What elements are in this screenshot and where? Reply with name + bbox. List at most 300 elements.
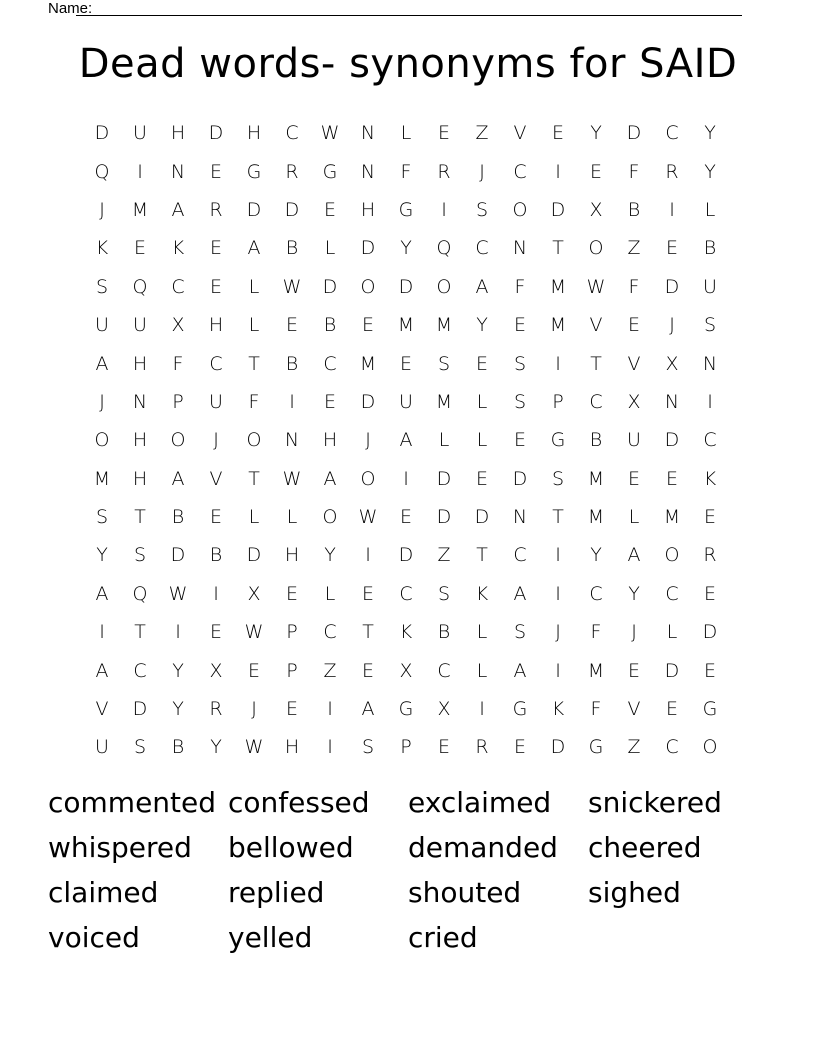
grid-letter[interactable]: L xyxy=(704,198,716,221)
grid-letter[interactable]: F xyxy=(628,275,640,298)
grid-letter[interactable]: H xyxy=(132,352,148,375)
grid-letter[interactable]: B xyxy=(209,544,223,567)
grid-letter[interactable]: J xyxy=(631,621,637,644)
grid-letter[interactable]: U xyxy=(209,390,223,413)
grid-letter[interactable]: S xyxy=(437,352,451,375)
grid-letter[interactable]: H xyxy=(208,314,224,337)
grid-letter[interactable]: L xyxy=(248,314,260,337)
grid-letter[interactable]: W xyxy=(320,122,340,145)
grid-letter[interactable]: N xyxy=(360,122,376,145)
grid-letter[interactable]: B xyxy=(703,237,717,260)
grid-letter[interactable]: X xyxy=(209,659,223,682)
grid-letter[interactable]: E xyxy=(703,506,716,529)
grid-letter[interactable]: H xyxy=(360,198,376,221)
grid-letter[interactable]: U xyxy=(703,275,717,298)
grid-letter[interactable]: M xyxy=(549,314,567,337)
grid-letter[interactable]: W xyxy=(244,736,264,759)
grid-letter[interactable]: L xyxy=(476,621,488,644)
grid-letter[interactable]: I xyxy=(479,698,485,721)
grid-letter[interactable]: G xyxy=(702,698,718,721)
grid-letter[interactable]: E xyxy=(475,467,488,490)
grid-letter[interactable]: I xyxy=(555,582,561,605)
grid-letter[interactable]: E xyxy=(513,429,526,452)
grid-letter[interactable]: M xyxy=(587,467,605,490)
grid-letter[interactable]: E xyxy=(437,122,450,145)
grid-letter[interactable]: H xyxy=(132,467,148,490)
grid-letter[interactable]: G xyxy=(588,736,604,759)
grid-letter[interactable]: R xyxy=(437,160,451,183)
grid-row xyxy=(83,383,729,421)
grid-letter[interactable]: B xyxy=(285,237,299,260)
grid-letter[interactable]: D xyxy=(322,275,338,298)
grid-letter[interactable]: P xyxy=(286,659,298,682)
grid-letter[interactable]: U xyxy=(627,429,641,452)
word-bank-item: cried xyxy=(408,921,478,954)
grid-letter[interactable]: H xyxy=(284,544,300,567)
word-bank xyxy=(48,784,788,956)
grid-letter[interactable]: Z xyxy=(627,736,641,759)
grid-letter[interactable]: C xyxy=(133,659,147,682)
grid-letter[interactable]: B xyxy=(437,621,451,644)
grid-letter[interactable]: C xyxy=(171,275,185,298)
grid-letter[interactable]: U xyxy=(133,314,147,337)
grid-letter[interactable]: D xyxy=(284,198,300,221)
grid-letter[interactable]: C xyxy=(437,659,451,682)
grid-letter[interactable]: D xyxy=(436,467,452,490)
grid-letter[interactable]: C xyxy=(209,352,223,375)
grid-letter[interactable]: F xyxy=(590,698,602,721)
grid-letter[interactable]: M xyxy=(587,659,605,682)
grid-letter[interactable]: A xyxy=(95,582,109,605)
grid-letter[interactable]: S xyxy=(513,352,527,375)
grid-letter[interactable]: L xyxy=(400,122,412,145)
grid-letter[interactable]: Y xyxy=(210,736,222,759)
grid-letter[interactable]: C xyxy=(285,122,299,145)
word-bank-item: demanded xyxy=(408,831,558,864)
grid-letter[interactable]: T xyxy=(248,352,260,375)
grid-letter[interactable]: E xyxy=(361,659,374,682)
grid-letter[interactable]: V xyxy=(627,352,641,375)
grid-letter[interactable]: D xyxy=(436,506,452,529)
grid-letter[interactable]: S xyxy=(95,275,109,298)
grid-letter[interactable]: N xyxy=(702,352,718,375)
grid-letter[interactable]: S xyxy=(133,544,147,567)
grid-letter[interactable]: T xyxy=(134,621,146,644)
word-bank-item: exclaimed xyxy=(408,786,552,819)
grid-letter[interactable]: A xyxy=(323,467,337,490)
grid-letter[interactable]: E xyxy=(589,160,602,183)
grid-letter[interactable]: F xyxy=(628,160,640,183)
grid-letter[interactable]: D xyxy=(398,544,414,567)
grid-letter[interactable]: M xyxy=(93,467,111,490)
grid-letter[interactable]: W xyxy=(586,275,606,298)
grid-letter[interactable]: M xyxy=(397,314,415,337)
grid-letter[interactable]: U xyxy=(95,736,109,759)
grid-letter[interactable]: C xyxy=(513,544,527,567)
grid-letter[interactable]: F xyxy=(514,275,526,298)
grid-letter[interactable]: N xyxy=(132,390,148,413)
grid-letter[interactable]: J xyxy=(99,390,105,413)
grid-letter[interactable]: I xyxy=(403,467,409,490)
grid-letter[interactable]: T xyxy=(476,544,488,567)
grid-letter[interactable]: Y xyxy=(172,659,184,682)
grid-letter[interactable]: R xyxy=(209,698,223,721)
grid-letter[interactable]: S xyxy=(513,390,527,413)
grid-letter[interactable]: Y xyxy=(628,582,640,605)
grid-letter[interactable]: D xyxy=(664,659,680,682)
grid-letter[interactable]: X xyxy=(247,582,261,605)
grid-letter[interactable]: S xyxy=(513,621,527,644)
grid-letter[interactable]: M xyxy=(549,275,567,298)
grid-letter[interactable]: D xyxy=(550,198,566,221)
grid-letter[interactable]: Q xyxy=(132,582,148,605)
grid-letter[interactable]: Q xyxy=(436,237,452,260)
grid-letter[interactable]: W xyxy=(282,275,302,298)
grid-letter[interactable]: O xyxy=(94,429,110,452)
grid-letter[interactable]: E xyxy=(665,467,678,490)
grid-letter[interactable]: I xyxy=(99,621,105,644)
grid-letter[interactable]: E xyxy=(285,314,298,337)
grid-letter[interactable]: E xyxy=(209,275,222,298)
grid-letter[interactable]: G xyxy=(322,160,338,183)
grid-letter[interactable]: O xyxy=(664,544,680,567)
name-label: Name: xyxy=(48,0,93,17)
grid-letter[interactable]: Z xyxy=(475,122,489,145)
grid-letter[interactable]: T xyxy=(248,467,260,490)
grid-letter[interactable]: U xyxy=(399,390,413,413)
grid-letter[interactable]: Q xyxy=(132,275,148,298)
grid-letter[interactable]: W xyxy=(358,506,378,529)
grid-letter[interactable]: E xyxy=(627,467,640,490)
grid-letter[interactable]: R xyxy=(285,160,299,183)
grid-letter[interactable]: I xyxy=(555,659,561,682)
grid-letter[interactable]: E xyxy=(437,736,450,759)
grid-letter[interactable]: L xyxy=(476,429,488,452)
grid-letter[interactable]: F xyxy=(248,390,260,413)
grid-letter[interactable]: J xyxy=(479,160,485,183)
grid-letter[interactable]: A xyxy=(171,467,185,490)
grid-letter[interactable]: H xyxy=(284,736,300,759)
grid-row xyxy=(83,613,729,651)
grid-letter[interactable]: L xyxy=(324,582,336,605)
grid-letter[interactable]: O xyxy=(436,275,452,298)
grid-letter[interactable]: P xyxy=(286,621,298,644)
grid-letter[interactable]: O xyxy=(588,237,604,260)
grid-letter[interactable]: S xyxy=(133,736,147,759)
grid-letter[interactable]: K xyxy=(95,237,109,260)
grid-letter[interactable]: P xyxy=(172,390,184,413)
grid-letter[interactable]: A xyxy=(513,659,527,682)
grid-letter[interactable]: Y xyxy=(590,122,602,145)
grid-row xyxy=(83,498,729,536)
grid-letter[interactable]: D xyxy=(664,429,680,452)
grid-letter[interactable]: O xyxy=(702,736,718,759)
grid-letter[interactable]: O xyxy=(246,429,262,452)
grid-letter[interactable]: F xyxy=(400,160,412,183)
grid-letter[interactable]: U xyxy=(133,122,147,145)
grid-letter[interactable]: G xyxy=(550,429,566,452)
grid-letter[interactable]: D xyxy=(94,122,110,145)
grid-letter[interactable]: C xyxy=(703,429,717,452)
grid-letter[interactable]: S xyxy=(703,314,717,337)
grid-letter[interactable]: U xyxy=(95,314,109,337)
grid-letter[interactable]: O xyxy=(170,429,186,452)
word-bank-item: sighed xyxy=(588,876,681,909)
grid-letter[interactable]: J xyxy=(99,198,105,221)
grid-letter[interactable]: R xyxy=(703,544,717,567)
grid-letter[interactable]: N xyxy=(664,390,680,413)
grid-letter[interactable]: N xyxy=(512,237,528,260)
grid-letter[interactable]: T xyxy=(590,352,602,375)
grid-letter[interactable]: R xyxy=(209,198,223,221)
grid-letter[interactable]: E xyxy=(323,198,336,221)
grid-letter[interactable]: Y xyxy=(96,544,108,567)
grid-letter[interactable]: C xyxy=(399,582,413,605)
grid-letter[interactable]: A xyxy=(627,544,641,567)
grid-letter[interactable]: B xyxy=(589,429,603,452)
grid-letter[interactable]: I xyxy=(289,390,295,413)
name-write-line[interactable] xyxy=(76,15,742,16)
grid-letter[interactable]: W xyxy=(168,582,188,605)
grid-letter[interactable]: A xyxy=(399,429,413,452)
grid-letter[interactable]: J xyxy=(251,698,257,721)
grid-letter[interactable]: E xyxy=(703,659,716,682)
grid-letter[interactable]: S xyxy=(437,582,451,605)
grid-letter[interactable]: D xyxy=(626,122,642,145)
grid-letter[interactable]: D xyxy=(512,467,528,490)
grid-letter[interactable]: I xyxy=(707,390,713,413)
grid-letter[interactable]: E xyxy=(361,582,374,605)
grid-letter[interactable]: E xyxy=(247,659,260,682)
grid-letter[interactable]: Y xyxy=(172,698,184,721)
grid-letter[interactable]: L xyxy=(476,659,488,682)
grid-letter[interactable]: D xyxy=(170,544,186,567)
grid-letter[interactable]: D xyxy=(246,198,262,221)
grid-letter[interactable]: C xyxy=(513,160,527,183)
grid-letter[interactable]: Q xyxy=(94,160,110,183)
grid-letter[interactable]: E xyxy=(399,506,412,529)
grid-letter[interactable]: L xyxy=(666,621,678,644)
grid-letter[interactable]: B xyxy=(171,506,185,529)
grid-letter[interactable]: N xyxy=(360,160,376,183)
grid-letter[interactable]: G xyxy=(512,698,528,721)
grid-letter[interactable]: J xyxy=(213,429,219,452)
grid-letter[interactable]: T xyxy=(362,621,374,644)
grid-letter[interactable]: D xyxy=(702,621,718,644)
grid-letter[interactable]: O xyxy=(360,467,376,490)
grid-letter[interactable]: B xyxy=(627,198,641,221)
grid-letter[interactable]: M xyxy=(359,352,377,375)
grid-letter[interactable]: P xyxy=(552,390,564,413)
grid-letter[interactable]: C xyxy=(665,582,679,605)
grid-letter[interactable]: X xyxy=(437,698,451,721)
grid-letter[interactable]: E xyxy=(285,582,298,605)
grid-letter[interactable]: B xyxy=(323,314,337,337)
grid-letter[interactable]: S xyxy=(551,467,565,490)
grid-letter[interactable]: F xyxy=(172,352,184,375)
grid-letter[interactable]: I xyxy=(555,160,561,183)
grid-letter[interactable]: D xyxy=(208,122,224,145)
grid-letter[interactable]: E xyxy=(665,237,678,260)
grid-letter[interactable]: C xyxy=(323,352,337,375)
grid-letter[interactable]: A xyxy=(95,659,109,682)
grid-letter[interactable]: G xyxy=(246,160,262,183)
grid-letter[interactable]: R xyxy=(475,736,489,759)
grid-letter[interactable]: D xyxy=(664,275,680,298)
grid-letter[interactable]: L xyxy=(248,275,260,298)
grid-letter[interactable]: R xyxy=(665,160,679,183)
grid-letter[interactable]: E xyxy=(209,621,222,644)
grid-letter[interactable]: S xyxy=(361,736,375,759)
grid-letter[interactable]: E xyxy=(399,352,412,375)
grid-letter[interactable]: I xyxy=(555,544,561,567)
grid-letter[interactable]: M xyxy=(435,390,453,413)
grid-letter[interactable]: X xyxy=(665,352,679,375)
grid-letter[interactable]: M xyxy=(131,198,149,221)
grid-letter[interactable]: L xyxy=(286,506,298,529)
grid-letter[interactable]: S xyxy=(475,198,489,221)
grid-letter[interactable]: C xyxy=(589,390,603,413)
grid-letter[interactable]: E xyxy=(627,659,640,682)
grid-letter[interactable]: N xyxy=(512,506,528,529)
grid-letter[interactable]: J xyxy=(669,314,675,337)
grid-letter[interactable]: E xyxy=(475,352,488,375)
grid-letter[interactable]: C xyxy=(665,122,679,145)
grid-letter[interactable]: L xyxy=(476,390,488,413)
grid-letter[interactable]: E xyxy=(513,314,526,337)
grid-letter[interactable]: V xyxy=(95,698,109,721)
grid-letter[interactable]: G xyxy=(398,198,414,221)
grid-letter[interactable]: O xyxy=(322,506,338,529)
grid-letter[interactable]: E xyxy=(703,582,716,605)
grid-letter[interactable]: Z xyxy=(627,237,641,260)
grid-letter[interactable]: I xyxy=(669,198,675,221)
grid-letter[interactable]: I xyxy=(327,698,333,721)
grid-letter[interactable]: C xyxy=(475,237,489,260)
grid-letter[interactable]: A xyxy=(513,582,527,605)
grid-letter[interactable]: X xyxy=(589,198,603,221)
grid-letter[interactable]: I xyxy=(175,621,181,644)
grid-letter[interactable]: Z xyxy=(323,659,337,682)
grid-letter[interactable]: I xyxy=(365,544,371,567)
grid-letter[interactable]: S xyxy=(95,506,109,529)
grid-letter[interactable]: I xyxy=(137,160,143,183)
grid-letter[interactable]: K xyxy=(475,582,489,605)
grid-letter[interactable]: E xyxy=(285,698,298,721)
grid-letter[interactable]: D xyxy=(474,506,490,529)
grid-letter[interactable]: B xyxy=(285,352,299,375)
grid-letter[interactable]: V xyxy=(589,314,603,337)
grid-letter[interactable]: X xyxy=(627,390,641,413)
grid-letter[interactable]: A xyxy=(171,198,185,221)
grid-letter[interactable]: O xyxy=(360,275,376,298)
grid-letter[interactable]: B xyxy=(171,736,185,759)
grid-letter[interactable]: I xyxy=(441,198,447,221)
grid-letter[interactable]: E xyxy=(209,160,222,183)
grid-letter[interactable]: W xyxy=(244,621,264,644)
grid-letter[interactable]: V xyxy=(627,698,641,721)
grid-letter[interactable]: Y xyxy=(590,544,602,567)
grid-letter[interactable]: F xyxy=(590,621,602,644)
grid-letter[interactable]: D xyxy=(132,698,148,721)
grid-letter[interactable]: M xyxy=(663,506,681,529)
grid-letter[interactable]: H xyxy=(170,122,186,145)
grid-letter[interactable]: K xyxy=(399,621,413,644)
grid-letter[interactable]: Y xyxy=(704,122,716,145)
grid-letter[interactable]: X xyxy=(171,314,185,337)
grid-letter[interactable]: H xyxy=(246,122,262,145)
grid-letter[interactable]: T xyxy=(552,237,564,260)
grid-letter[interactable]: E xyxy=(209,506,222,529)
grid-letter[interactable]: D xyxy=(550,736,566,759)
grid-letter[interactable]: E xyxy=(627,314,640,337)
grid-letter[interactable]: A xyxy=(475,275,489,298)
grid-letter[interactable]: O xyxy=(512,198,528,221)
grid-letter[interactable]: I xyxy=(213,582,219,605)
grid-letter[interactable]: L xyxy=(438,429,450,452)
grid-letter[interactable]: Z xyxy=(437,544,451,567)
grid-letter[interactable]: G xyxy=(398,698,414,721)
grid-letter[interactable]: D xyxy=(398,275,414,298)
grid-letter[interactable]: N xyxy=(170,160,186,183)
grid-letter[interactable]: C xyxy=(589,582,603,605)
grid-letter[interactable]: P xyxy=(400,736,412,759)
grid-letter[interactable]: D xyxy=(360,390,376,413)
grid-letter[interactable]: E xyxy=(665,698,678,721)
grid-letter[interactable]: K xyxy=(171,237,185,260)
grid-letter[interactable]: M xyxy=(435,314,453,337)
grid-letter[interactable]: Y xyxy=(704,160,716,183)
grid-letter[interactable]: I xyxy=(555,352,561,375)
grid-letter[interactable]: E xyxy=(513,736,526,759)
grid-letter[interactable]: J xyxy=(555,621,561,644)
grid-letter[interactable]: X xyxy=(399,659,413,682)
grid-letter[interactable]: C xyxy=(323,621,337,644)
grid-letter[interactable]: Y xyxy=(400,237,412,260)
grid-letter[interactable]: L xyxy=(248,506,260,529)
grid-letter[interactable]: V xyxy=(209,467,223,490)
grid-letter[interactable]: A xyxy=(95,352,109,375)
grid-letter[interactable]: M xyxy=(587,506,605,529)
grid-letter[interactable]: A xyxy=(361,698,375,721)
grid-letter[interactable]: A xyxy=(247,237,261,260)
grid-letter[interactable]: T xyxy=(134,506,146,529)
grid-letter[interactable]: N xyxy=(284,429,300,452)
grid-row xyxy=(83,306,729,344)
grid-letter[interactable]: J xyxy=(365,429,371,452)
grid-letter[interactable]: H xyxy=(322,429,338,452)
grid-letter[interactable]: W xyxy=(282,467,302,490)
grid-letter[interactable]: E xyxy=(133,237,146,260)
grid-letter[interactable]: D xyxy=(246,544,262,567)
grid-letter[interactable]: V xyxy=(513,122,527,145)
grid-letter[interactable]: Y xyxy=(324,544,336,567)
grid-letter[interactable]: C xyxy=(665,736,679,759)
grid-letter[interactable]: I xyxy=(327,736,333,759)
grid-letter[interactable]: K xyxy=(551,698,565,721)
grid-letter[interactable]: H xyxy=(132,429,148,452)
grid-letter[interactable]: D xyxy=(360,237,376,260)
grid-letter[interactable]: E xyxy=(323,390,336,413)
grid-letter[interactable]: K xyxy=(703,467,717,490)
grid-letter[interactable]: L xyxy=(324,237,336,260)
grid-letter[interactable]: E xyxy=(361,314,374,337)
grid-letter[interactable]: T xyxy=(552,506,564,529)
grid-letter[interactable]: E xyxy=(209,237,222,260)
grid-letter[interactable]: Y xyxy=(476,314,488,337)
grid-letter[interactable]: L xyxy=(628,506,640,529)
grid-letter[interactable]: E xyxy=(551,122,564,145)
